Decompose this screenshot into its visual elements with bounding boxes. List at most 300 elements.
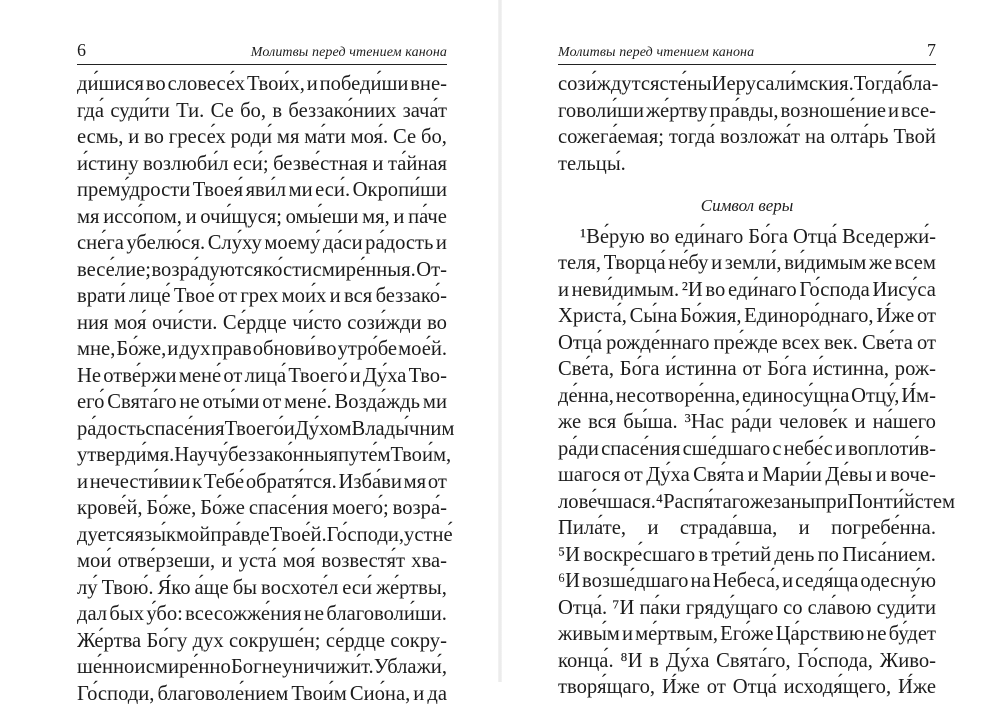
word: на [805, 124, 825, 151]
word: Твоего́ [288, 363, 347, 390]
word: от [262, 389, 281, 416]
word: в [272, 98, 282, 125]
word: Твоего́ [225, 416, 284, 443]
word: да [427, 681, 447, 707]
left-page-body [77, 71, 447, 707]
text-line [558, 356, 936, 383]
word: теля, [558, 250, 601, 277]
word: бы́ша. [623, 409, 677, 436]
text-line [77, 363, 447, 390]
word: ми [423, 389, 447, 416]
text-line [558, 436, 936, 463]
word: и [855, 409, 866, 436]
word: конца́. [558, 648, 614, 675]
word: Се [211, 98, 234, 125]
text-line [558, 674, 936, 701]
word: Тебе́ [204, 469, 244, 496]
word: ны [790, 489, 815, 516]
word: Отца́ [733, 674, 777, 701]
word: со [783, 595, 802, 622]
word: Твои́м [291, 681, 347, 707]
word: Свя́та [693, 462, 744, 489]
word: Све́та [862, 330, 913, 357]
word: Де́вы [825, 462, 872, 489]
word: еди́наго [728, 277, 797, 304]
word: одесну́ю [860, 568, 936, 595]
word: моя́. [351, 124, 389, 151]
word: ⁵И [558, 542, 580, 569]
word: земли́, [725, 250, 782, 277]
word: гряду́щаго [686, 595, 778, 622]
word: путе́м [338, 442, 391, 469]
word: Бо́жия, [680, 303, 741, 330]
word: несотворе́нна, [616, 383, 741, 410]
word: и [186, 204, 197, 231]
word: дал [77, 601, 107, 628]
text-line [77, 389, 447, 416]
word: ⁷И [612, 595, 634, 622]
word: же [869, 250, 892, 277]
word: возноше́ние [781, 98, 887, 125]
word: Бо́же, [146, 495, 196, 522]
word: во [146, 71, 166, 98]
word: Го́спода, [797, 648, 873, 675]
word: уничижи́т. [282, 654, 374, 681]
word: Иису́са [872, 277, 936, 304]
text-line [77, 151, 447, 178]
word: се́рдце [326, 628, 385, 655]
word: па́че [408, 204, 447, 231]
word: все- [901, 98, 936, 125]
word: от [707, 674, 726, 701]
text-line [558, 595, 936, 622]
word: возра́- [393, 495, 447, 522]
word: вне- [410, 71, 447, 98]
text-line [77, 71, 447, 98]
text-line [77, 310, 447, 337]
word: вочe- [890, 462, 936, 489]
word: еси́ [342, 575, 372, 602]
word: яви́л [246, 177, 287, 204]
word: Го́споди, [327, 522, 404, 549]
word: Небеса́, [713, 568, 781, 595]
word: его́ [77, 389, 104, 416]
word: и [748, 462, 759, 489]
word: Живо- [880, 648, 936, 675]
word: Ду́ха [646, 462, 690, 489]
word: От- [416, 257, 447, 284]
word: отве́рзеши, [118, 548, 216, 575]
text-line [77, 204, 447, 231]
word: не [262, 654, 282, 681]
word: при [815, 489, 847, 516]
word: прав [212, 336, 252, 363]
word: сокру- [390, 628, 447, 655]
text-line [77, 469, 447, 496]
word: беззако́нныя [228, 442, 338, 469]
word: Окропи́ши [353, 177, 447, 204]
word: не́бу [668, 250, 708, 277]
word: сози́жди [347, 310, 421, 337]
word: ²И [682, 277, 703, 304]
word: и [799, 515, 810, 542]
word: Отца́ [793, 224, 837, 251]
word: бо, [421, 124, 447, 151]
word: моего́; [332, 495, 389, 522]
text-line [77, 416, 447, 443]
word: Го́споди, [77, 681, 154, 707]
word: ко́сти [263, 257, 312, 284]
word: убелю́ся. [126, 230, 205, 257]
word: и [876, 462, 887, 489]
word: пре́жде [713, 330, 777, 357]
word: возра́дуются [151, 257, 262, 284]
word: воплоти́в- [848, 436, 936, 463]
word: пра́вде [210, 522, 269, 549]
text-line [558, 409, 936, 436]
word: бы [233, 575, 257, 602]
word: мя, [362, 204, 390, 231]
word: живы́м [558, 621, 620, 648]
word: ра́ди [731, 409, 772, 436]
word: Отца́ [558, 330, 602, 357]
word: Твое́ [174, 283, 215, 310]
word: челове́к [779, 409, 848, 436]
text-line [558, 515, 936, 542]
word: сте́ны [659, 71, 711, 98]
word: обратя́тся. [246, 469, 337, 496]
word: в [698, 542, 708, 569]
word: ⁸И [620, 648, 642, 675]
left-page [0, 0, 500, 682]
word: беззако́ниих [288, 98, 396, 125]
word: Влады́чним [352, 416, 455, 443]
word: Понти́йстем [848, 489, 956, 516]
word: всесожже́ния [185, 601, 301, 628]
word: Го́спода [799, 277, 869, 304]
word: ми [289, 177, 313, 204]
word: и [135, 654, 146, 681]
word: моя́ [114, 310, 146, 337]
left-page-number: 6 [77, 40, 86, 61]
word: Сио́на, [350, 681, 410, 707]
word: есмь, [77, 124, 123, 151]
word: сокруше́н; [229, 628, 321, 655]
text-line [558, 151, 936, 178]
word: Твое́й. [270, 522, 327, 549]
text-line [77, 124, 447, 151]
text-line [77, 177, 447, 204]
text-line [77, 575, 447, 602]
word: страда́вша, [680, 515, 777, 542]
word: И́же [662, 674, 700, 701]
text-line [558, 648, 936, 675]
word: лове́чшася. [558, 489, 656, 516]
word: безве́стная [273, 151, 368, 178]
text-line [77, 628, 447, 655]
word: крове́й, [77, 495, 143, 522]
word: обнови́ [253, 336, 316, 363]
word: и [221, 548, 232, 575]
word: Его́же [720, 621, 773, 648]
word: И́м- [901, 383, 936, 410]
word: дух [193, 628, 224, 655]
word: же́ртвы, [376, 575, 447, 602]
word: И́же [876, 303, 914, 330]
word: победи́ши [320, 71, 409, 98]
word: и [888, 98, 899, 125]
word: Творца́ [604, 250, 666, 277]
word: Ду́ха [363, 363, 407, 390]
word: Единоро́днаго, [744, 303, 873, 330]
right-running-title: Молитвы перед чтением канона [558, 45, 754, 61]
word: утверди́ [77, 442, 147, 469]
word: Се́рдце [223, 310, 287, 337]
text-line [558, 542, 936, 569]
word: творя́щаго, [558, 674, 655, 701]
word: неви́димым. [572, 277, 679, 304]
word: Тво- [409, 363, 447, 390]
word: очи́сти. [152, 310, 217, 337]
word: мне, [77, 336, 115, 363]
word: же́ртву [646, 98, 707, 125]
word: во [705, 277, 725, 304]
word: век. [824, 330, 858, 357]
word: спасе́ния [249, 495, 328, 522]
word: Научу́ [174, 442, 228, 469]
word: и [372, 151, 383, 178]
word: благоволи́ши. [326, 601, 447, 628]
word: и [647, 515, 658, 542]
word: омы́еши [286, 204, 359, 231]
word: вся [344, 283, 372, 310]
word: на́шего [873, 409, 936, 436]
word: бых [109, 601, 144, 628]
word: от [223, 363, 242, 390]
word: Твоея́ [193, 177, 243, 204]
word: день [774, 542, 814, 569]
word: и [835, 436, 846, 463]
word: за [773, 489, 790, 516]
word: возвестя́т [321, 548, 405, 575]
word: во [650, 224, 670, 251]
word: не [179, 389, 199, 416]
word: и [350, 363, 361, 390]
word: ³Нас [685, 409, 724, 436]
psalm-ending [558, 71, 936, 177]
word: мя. [147, 442, 175, 469]
word: Ду́ха [666, 648, 710, 675]
text-line [77, 654, 447, 681]
word: язы́к [135, 522, 176, 549]
word: Изба́ви [339, 469, 402, 496]
text-line [77, 283, 447, 310]
word: с [772, 436, 781, 463]
text-line [558, 277, 936, 304]
word: Твой [893, 124, 935, 151]
text-line [558, 303, 936, 330]
word: Ублажи́, [374, 654, 447, 681]
word: вся [588, 409, 616, 436]
word: Иерусали́мския. [712, 71, 854, 98]
word: и [622, 621, 633, 648]
word: та́йная [388, 151, 447, 178]
word: рожде́ннаго [606, 330, 709, 357]
word: единосу́щна [742, 383, 849, 410]
word: шагося [558, 462, 620, 489]
word: Христа́, [558, 303, 627, 330]
word: говоли́ши [558, 98, 644, 125]
word: иссо́пом, [103, 204, 182, 231]
word: и [307, 71, 318, 98]
word: Не [77, 363, 101, 390]
word: спасе́ния [145, 416, 224, 443]
word: гресе́х [169, 124, 226, 151]
text-line [558, 383, 936, 410]
word: тельцы́. [558, 151, 626, 178]
word: еси́; [233, 151, 269, 178]
word: возше́дшаго [582, 568, 688, 595]
word: бо, [240, 98, 266, 125]
word: врати́ [77, 283, 126, 310]
word: суди́ти [110, 98, 169, 125]
word: и [128, 124, 139, 151]
word: олта́рь [830, 124, 888, 151]
word: мя [404, 469, 427, 496]
text-line [558, 250, 936, 277]
word: мя [77, 204, 100, 231]
word: сне́га [77, 230, 124, 257]
word: по [818, 542, 839, 569]
word: восхоте́л [261, 575, 338, 602]
word: весе́лие; [77, 257, 151, 284]
word: Твои́х, [247, 71, 305, 98]
word: Вседержи́- [842, 224, 936, 251]
text-line [558, 621, 936, 648]
text-line [77, 495, 447, 522]
left-running-title: Молитвы перед чтением канона [251, 45, 447, 61]
word: Пила́те, [558, 515, 626, 542]
word: а́ще [195, 575, 229, 602]
word: ¹Ве́рую [580, 224, 645, 251]
word: всех [782, 330, 820, 357]
word: словесе́х [168, 71, 246, 98]
word: всем [895, 250, 936, 277]
word: же [558, 409, 581, 436]
word: бла- [902, 71, 938, 98]
word: чи́сто [292, 310, 342, 337]
word: Бо́же [200, 495, 245, 522]
word: и [558, 277, 569, 304]
word: мои́ [77, 548, 111, 575]
word: и [393, 204, 404, 231]
word: Бо́же, [116, 336, 166, 363]
text-line [558, 568, 936, 595]
word: зача́т [403, 98, 447, 125]
word: Твою́. [102, 575, 154, 602]
word: отве́ржи [103, 363, 176, 390]
text-line [77, 681, 447, 707]
word: Твои́м, [391, 442, 452, 469]
word: и́стинна [665, 356, 736, 383]
word: благоволе́нием [157, 681, 288, 707]
word: Ца́рствию [776, 621, 865, 648]
word: у́бо: [146, 601, 183, 628]
text-line [77, 230, 447, 257]
word: моему́ [264, 230, 320, 257]
word: хва- [411, 548, 447, 575]
text-line [558, 462, 936, 489]
word: возлюби́л [143, 151, 228, 178]
word: Отца́. [558, 595, 607, 622]
text-line [77, 442, 447, 469]
word: же [750, 489, 773, 516]
word: ви́димым [784, 250, 866, 277]
word: беззако́- [376, 283, 447, 310]
word: и [284, 416, 295, 443]
word: погребе́нна. [831, 515, 936, 542]
word: Писа́нием. [842, 542, 936, 569]
word: от [917, 303, 936, 330]
text-line [77, 257, 447, 284]
word: нечести́вии [90, 469, 191, 496]
word: сше́дшаго [683, 436, 771, 463]
word: сожега́емая; [558, 124, 664, 151]
word: воскре́сшаго [583, 542, 695, 569]
word: прему́дрости [77, 177, 190, 204]
word: мои́х [282, 283, 327, 310]
word: спасе́ния [601, 436, 680, 463]
word: Возда́ждь [335, 389, 421, 416]
word: ра́ди [558, 436, 599, 463]
word: исходя́щего, [784, 674, 891, 701]
word: ра́дость [365, 230, 433, 257]
text-line [558, 98, 936, 125]
word: суди́ти [877, 595, 936, 622]
text-line [77, 522, 447, 549]
word: Бо́гу [146, 628, 187, 655]
word: возложа́т [720, 124, 800, 151]
section-title: Символ веры [558, 193, 936, 220]
word: бу́дет [889, 621, 936, 648]
word: ния [77, 310, 109, 337]
word: и́стинна, [813, 356, 890, 383]
word: мое́й. [398, 336, 447, 363]
word: еси́. [315, 177, 350, 204]
word: мене́. [284, 389, 331, 416]
word: мой [176, 522, 210, 549]
word: Бо́га [767, 356, 807, 383]
word: лице́ [129, 283, 170, 310]
word: роди́ [231, 124, 273, 151]
word: и́стину [77, 151, 139, 178]
word: Отцу́, [851, 383, 899, 410]
word: сози́ждутся [558, 71, 659, 98]
word: небе́с [784, 436, 833, 463]
word: и [77, 469, 88, 496]
word: Све́та, [558, 356, 614, 383]
word: оты́ми [202, 389, 259, 416]
word: мене́ [179, 363, 221, 390]
word: очи́щуся; [200, 204, 282, 231]
word: и [436, 230, 447, 257]
word: рож- [895, 356, 936, 383]
word: дух [179, 336, 210, 363]
word: от [218, 283, 237, 310]
word: грех [240, 283, 278, 310]
word: ме́ртвым, [635, 621, 718, 648]
word: дуется [77, 522, 135, 549]
